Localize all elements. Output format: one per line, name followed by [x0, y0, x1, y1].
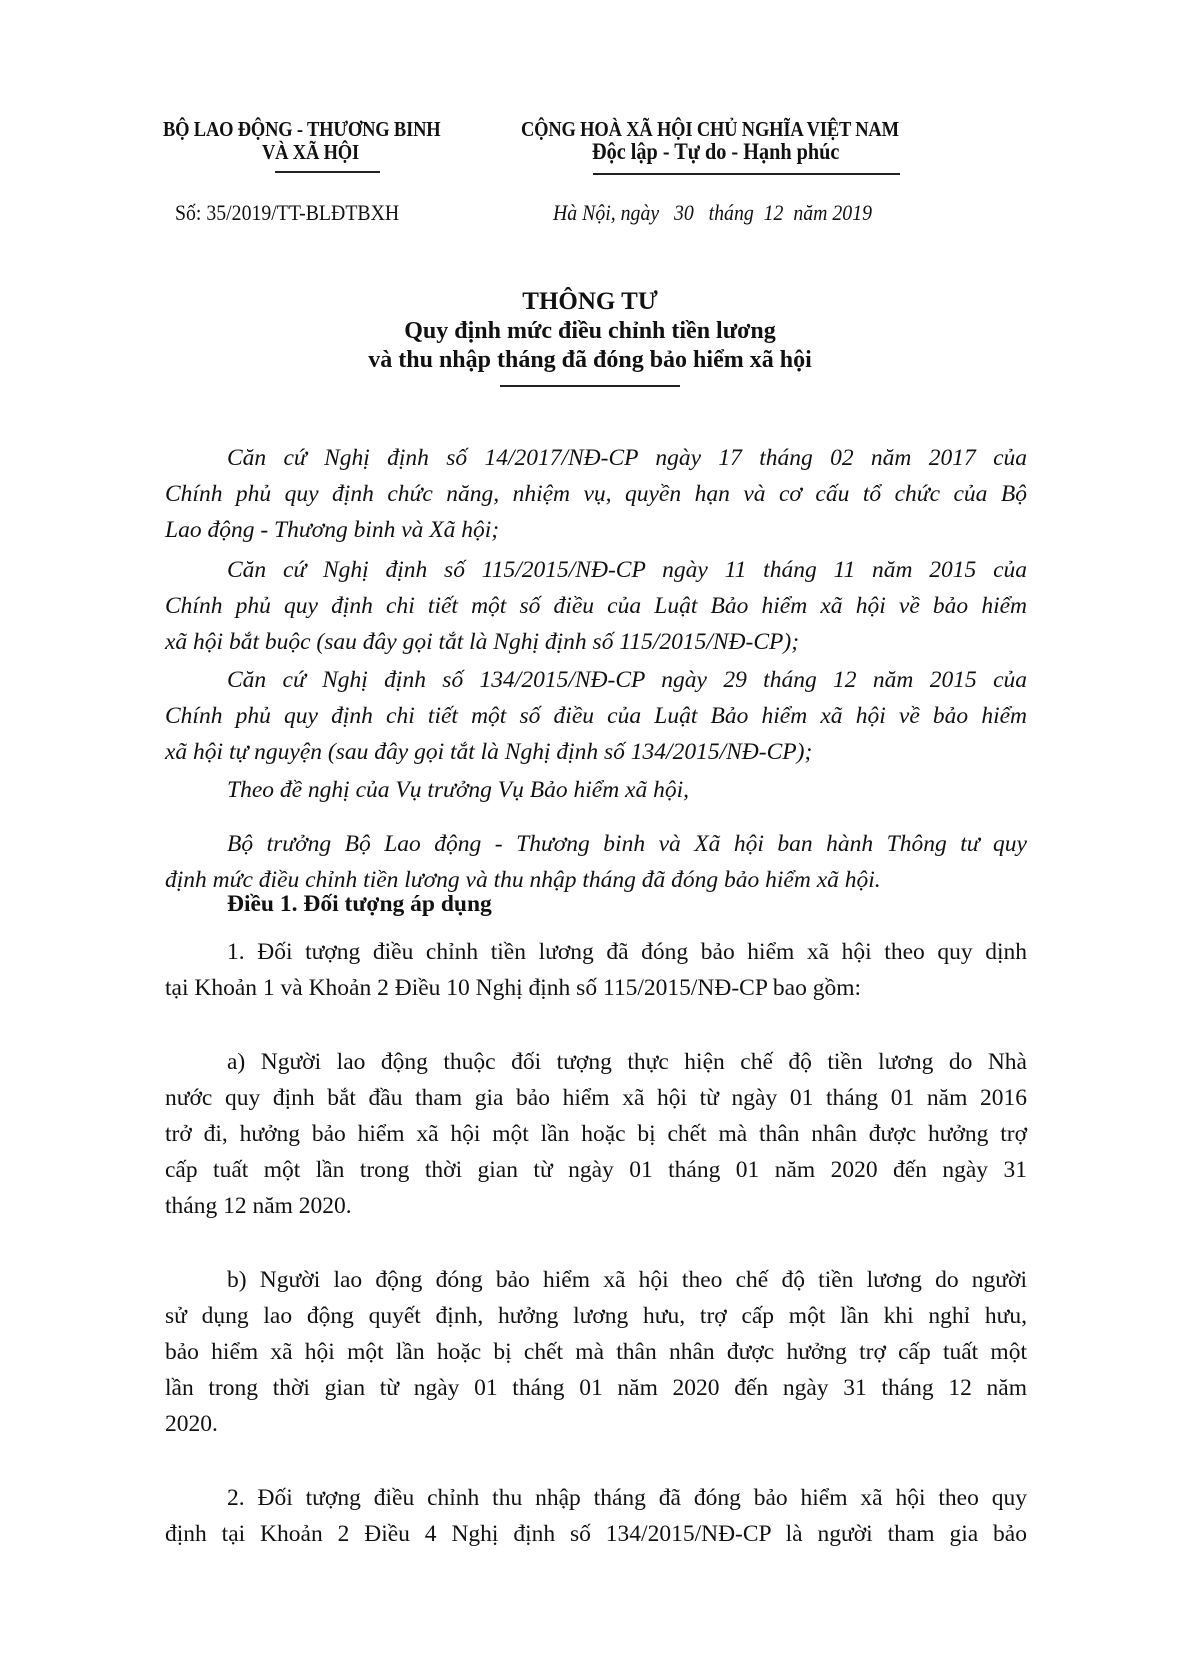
article-1-clause-2: 2. Đối tượng điều chỉnh thu nhập tháng đã đóng bảo hiểm xã hội theo quy định tại Khoản 2 Điều 4 Nghị định số 134/2015/NĐ-CP là người tham gia bảo [165, 1485, 1027, 1547]
preamble-minister: Bộ trưởng Bộ Lao động - Thương binh và Xã hội ban hành Thông tư quy định mức điều chỉnh tiền lương và thu nhập tháng đã đóng bảo hiểm xã hội. [165, 831, 1027, 893]
article-1-point-a: a) Người lao động thuộc đối tượng thực hiện chế độ tiền lương do Nhà nước quy định bắt đầu tham gia bảo hiểm xã hội từ ngày 01 tháng 01 năm 2016 trở đi, hưởng bảo hiểm xã hội một lần hoặc bị chết mà thân nhân được hưởng trợ cấp tuất một lần trong thời gian từ ngày 01 tháng 01 năm 2020 đến ngày 31 tháng 12 năm 2020. [165, 1049, 1027, 1219]
article-1-heading: Điều 1. Đối tượng áp dụng [227, 891, 492, 917]
document-type: THÔNG TƯ [522, 288, 658, 315]
document-title-line1: Quy định mức điều chỉnh tiền lương [404, 318, 776, 344]
country-name: CỘNG HOÀ XÃ HỘI CHỦ NGHĨA VIỆT NAM [521, 117, 899, 141]
ministry-name-line1: BỘ LAO ĐỘNG - THƯƠNG BINH [163, 117, 441, 141]
preamble-decree-115: Căn cứ Nghị định số 115/2015/NĐ-CP ngày 11 tháng 11 năm 2015 của Chính phủ quy định chi tiết một số điều của Luật Bảo hiểm xã hội về bảo hiểm xã hội bắt buộc (sau đây gọi tắt là Nghị định số 115/2015/NĐ-CP); [165, 557, 1027, 655]
preamble-decree-134: Căn cứ Nghị định số 134/2015/NĐ-CP ngày 29 tháng 12 năm 2015 của Chính phủ quy định chi tiết một số điều của Luật Bảo hiểm xã hội về bảo hiểm xã hội tự nguyện (sau đây gọi tắt là Nghị định số 134/2015/NĐ-CP); [165, 667, 1027, 765]
national-motto: Độc lập - Tự do - Hạnh phúc [592, 139, 840, 164]
article-1-point-b: b) Người lao động đóng bảo hiểm xã hội theo chế độ tiền lương do người sử dụng lao động quyết định, hưởng lương hưu, trợ cấp một lần khi nghỉ hưu, bảo hiểm xã hội một lần hoặc bị chết mà thân nhân được hưởng trợ cấp tuất một lần trong thời gian từ ngày 01 tháng 01 năm 2020 đến ngày 31 tháng 12 năm 2020. [165, 1267, 1027, 1437]
title-underline [500, 385, 680, 387]
ministry-name-line2: VÀ XÃ HỘI [262, 140, 359, 164]
place-and-date: Hà Nội, ngày 30 tháng 12 năm 2019 [553, 200, 873, 225]
motto-underline [593, 173, 900, 175]
preamble-decree-14: Căn cứ Nghị định số 14/2017/NĐ-CP ngày 17 tháng 02 năm 2017 của Chính phủ quy định chức năng, nhiệm vụ, quyền hạn và cơ cấu tổ chức của Bộ Lao động - Thương binh và Xã hội; [165, 445, 1027, 543]
ministry-underline [275, 171, 380, 173]
preamble-proposal: Theo đề nghị của Vụ trưởng Vụ Bảo hiểm xã hội, [227, 777, 690, 803]
article-1-clause-1: 1. Đối tượng điều chỉnh tiền lương đã đóng bảo hiểm xã hội theo quy dịnh tại Khoản 1 và Khoản 2 Điều 10 Nghị định số 115/2015/NĐ-CP bao gồm: [165, 939, 1027, 1001]
document-number: Số: 35/2019/TT-BLĐTBXH [175, 200, 400, 225]
document-title-line2: và thu nhập tháng đã đóng bảo hiểm xã hội [368, 347, 812, 373]
